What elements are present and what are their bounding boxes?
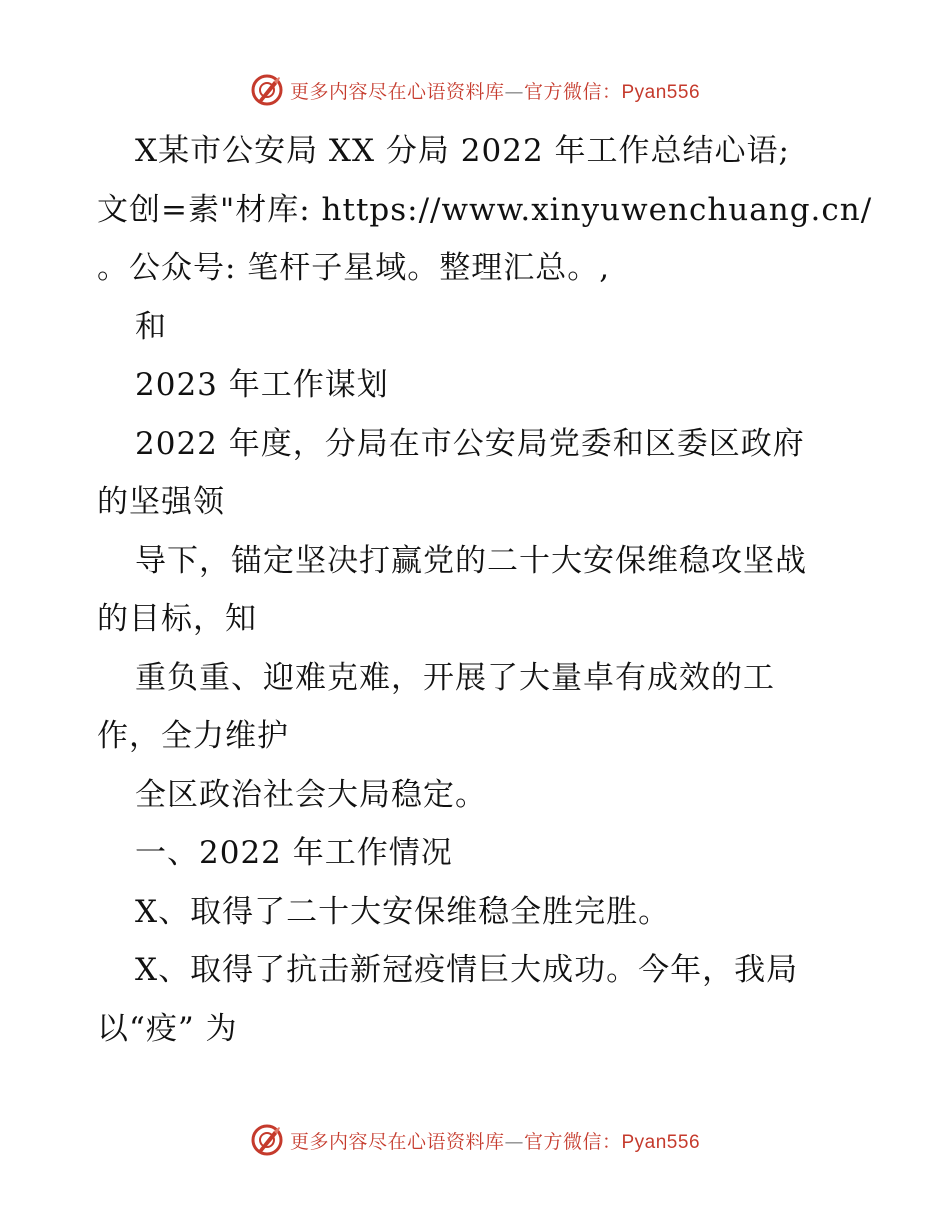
watermark-contact: 官方微信：	[523, 80, 622, 103]
text-line: 和	[135, 308, 167, 345]
text-line: 。公众号: 笔杆子星域。整理汇总。,	[97, 250, 611, 286]
brand-logo-icon	[250, 1123, 284, 1157]
watermark-separator: —	[504, 80, 524, 103]
footer-watermark	[0, 1120, 950, 1160]
text-line: X、取得了抗击新冠疫情巨大成功。今年，我局	[135, 952, 799, 988]
text-line: 一、2022 年工作情况	[135, 835, 453, 871]
text-line: 作，全力维护	[97, 718, 289, 754]
text-line: X、取得了二十大安保维稳全胜完胜。	[135, 893, 671, 930]
text-line: 重负重、迎难克难，开展了大量卓有成效的工	[135, 659, 775, 696]
text-line: 文创=素"材库: https://www.xinyuwenchuang.cn/	[97, 191, 873, 228]
text-line: 2023 年工作谋划	[135, 367, 389, 403]
watermark-text	[290, 77, 700, 104]
watermark-contact: 官方微信：	[523, 1130, 622, 1153]
watermark-id: Pyan556	[621, 1131, 701, 1153]
brand-logo-icon	[250, 73, 284, 107]
text-line: 导下，锚定坚决打赢党的二十大安保维稳攻坚战	[135, 542, 807, 579]
watermark-separator: —	[504, 1130, 524, 1153]
text-line: 全区政治社会大局稳定。	[135, 776, 487, 813]
watermark-slogan: 更多内容尽在心语资料库	[289, 1130, 505, 1153]
header-watermark	[0, 70, 950, 110]
text-line: 的坚强领	[97, 484, 225, 520]
document-body	[97, 122, 873, 1058]
watermark-id: Pyan556	[621, 81, 701, 103]
text-line: 的目标，知	[97, 601, 257, 637]
watermark-text	[290, 1127, 700, 1154]
text-line: X某市公安局 XX 分局 2022 年工作总结心语;	[135, 133, 790, 169]
text-line: 2022 年度，分局在市公安局党委和区委区政府	[135, 425, 805, 462]
text-line: 以“疫” 为	[97, 1010, 238, 1047]
watermark-slogan: 更多内容尽在心语资料库	[289, 80, 505, 103]
